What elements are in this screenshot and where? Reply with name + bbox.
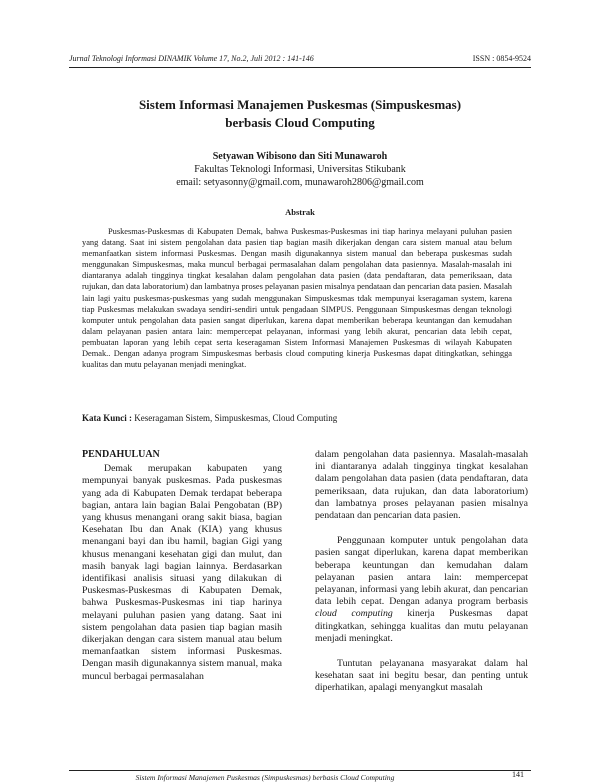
footer-rule xyxy=(69,770,531,771)
paragraph xyxy=(315,535,528,645)
left-column xyxy=(82,449,282,696)
issn-label: ISSN : 0854-9524 xyxy=(472,54,531,63)
author-email: email: setyasonny@gmail.com, munawaroh2806@gmail.com xyxy=(176,177,424,188)
abstract-heading: Abstrak xyxy=(285,207,315,217)
footer-title: Sistem Informasi Manajemen Puskesmas (Simpuskesmas) berbasis Cloud Computing xyxy=(135,773,395,782)
keywords-value: Keseragaman Sistem, Simpuskesmas, Cloud Computing xyxy=(132,413,338,423)
text-run: Penggunaan komputer untuk pengolahan data pasien sangat diperlukan, karena dapat memberikan beberapa keuntungan dan kemudahan dalam pelayanan pasien antara lain: mempercepat pelayanan, informasi yang lebih akurat, dan pencarian data lebih cepat. Dengan adanya program berbasis xyxy=(315,535,528,608)
running-header xyxy=(69,52,531,66)
authors: Setyawan Wibisono dan Siti Munawaroh xyxy=(212,151,388,162)
text-run: kinerja Puskesmas dapat ditingkatkan, sehingga kualitas dan mutu pelayanan menjadi meningkat. xyxy=(315,608,529,644)
emphasis-text: cloud computing xyxy=(315,608,393,620)
title-line-1: Sistem Informasi Manajemen Puskesmas (Simpuskesmas) xyxy=(138,97,462,112)
title-line-2: berbasis Cloud Computing xyxy=(225,115,375,130)
page-number: 141 xyxy=(512,770,524,779)
paragraph: Demak merupakan kabupaten yang mempunyai banyak puskesmas. Pada puskesmas yang ada di Kabupaten Demak terdapat beberapa bagian, antara lain bagian Balai Pengobatan (BP) yang khusus menangani orang sakit biasa, bagian Kesehatan Ibu dan Anak (KIA) yang khusus menangani bayi dan ibu hamil, bagian Gigi yang khusus menangani kesehatan gigi dan mulut, dan masih banyak lagi bagian lainnya. Berdasarkan identifikasi analisis situasi yang dilakukan di Puskesmas-Puskesmas di Kabupaten Demak, bahwa Puskesmas-Puskesmas ini tiap harinya melayani puluhan pasien yang datang. Saat ini sistem pengolahan data pasien tiap bagian masih dikerjakan dengan cara sistem manual atau belum memanfaatkan sistem informasi Puskesmas. Dengan masih digunakannya sistem manual, maka muncul berbagai permasalahan xyxy=(82,463,282,682)
paragraph: dalam pengolahan data pasiennya. Masalah-masalah ini diantaranya adalah tingginya tingkat kesalahan dalam pengolahan data pasien (data pendaftaran, data pemeriksaan, data rujukan, dan data laboratorium) dan lambatnya proses pelayanan pasien misalnya pendataan dan pencarian data pasien. xyxy=(315,449,528,522)
keywords-label: Kata Kunci : xyxy=(82,413,133,423)
byline xyxy=(69,150,531,189)
journal-citation: Jurnal Teknologi Informasi DINAMIK Volume 17, No.2, Juli 2012 : 141-146 xyxy=(69,54,314,63)
right-column xyxy=(315,449,528,708)
keywords xyxy=(82,412,512,424)
section-heading: PENDAHULUAN xyxy=(82,449,160,460)
affiliation: Fakultas Teknologi Informasi, Universitas Stikubank xyxy=(194,164,406,175)
header-rule xyxy=(69,67,531,68)
paragraph: Tuntutan pelayanana masyarakat dalam hal kesehatan saat ini begitu besar, dan penting untuk diperhatikan, apalagi menyangkut masalah xyxy=(315,658,528,694)
paper-title xyxy=(69,96,531,132)
abstract-body: Puskesmas-Puskesmas di Kabupaten Demak, bahwa Puskesmas-Puskesmas ini tiap harinya melayani puluhan pasien yang datang. Saat ini sistem pengolahan data pasien tiap bagian masih dikerjakan dengan cara sistem manual atau belum memanfaatkan sistem informasi Puskesmas. Dengan masih digunakannya sistem manual dan beberapa puskesmas sudah menggunakan Simpuskesmas, maka muncul berbagai permasalahan dalam pengolahan data pasiennya. Masalah-masalah ini diantaranya adalah tingginya tingkat kesalahan dalam pengolahan data pasien (data pendaftaran, data pemeriksaan, data rujukan, dan data laboratorium) dan lambatnya proses pelayanan pasien misalnya pendataan dan pencarian data pasien. Masalah lain lagi yaitu puskesmas-puskesmas yang sudah menggunakan Simpuskesmas tdak mempunyai kseragaman system, karena tiap Puskesmas melakukan swadaya sendiri-sendiri untuk pengadaan SIMPUS. Penggunaan Simpuskesmas dengan teknologi komputer untuk pengolahan data pasien sangat diperlukan, karena dapat memberikan beberapa keuntangan dan kemudahan dalam pelayanan pasien antara lain: mempercepat pelayanan, informasi yang lebih akurat, pencarian data lebih cepat, pembuatan laporan yang lebih cepat serta keseragaman Sistem Informasi Manajemen Puskesmas di wilayah Kabupaten Demak.. Dengan adanya program Simpuskesmas berbasis cloud computing kinerja Puskesmas dapat ditingkatkan, sehingga kualitas dan mutu pelayanan menjadi meningkat. xyxy=(82,227,512,370)
